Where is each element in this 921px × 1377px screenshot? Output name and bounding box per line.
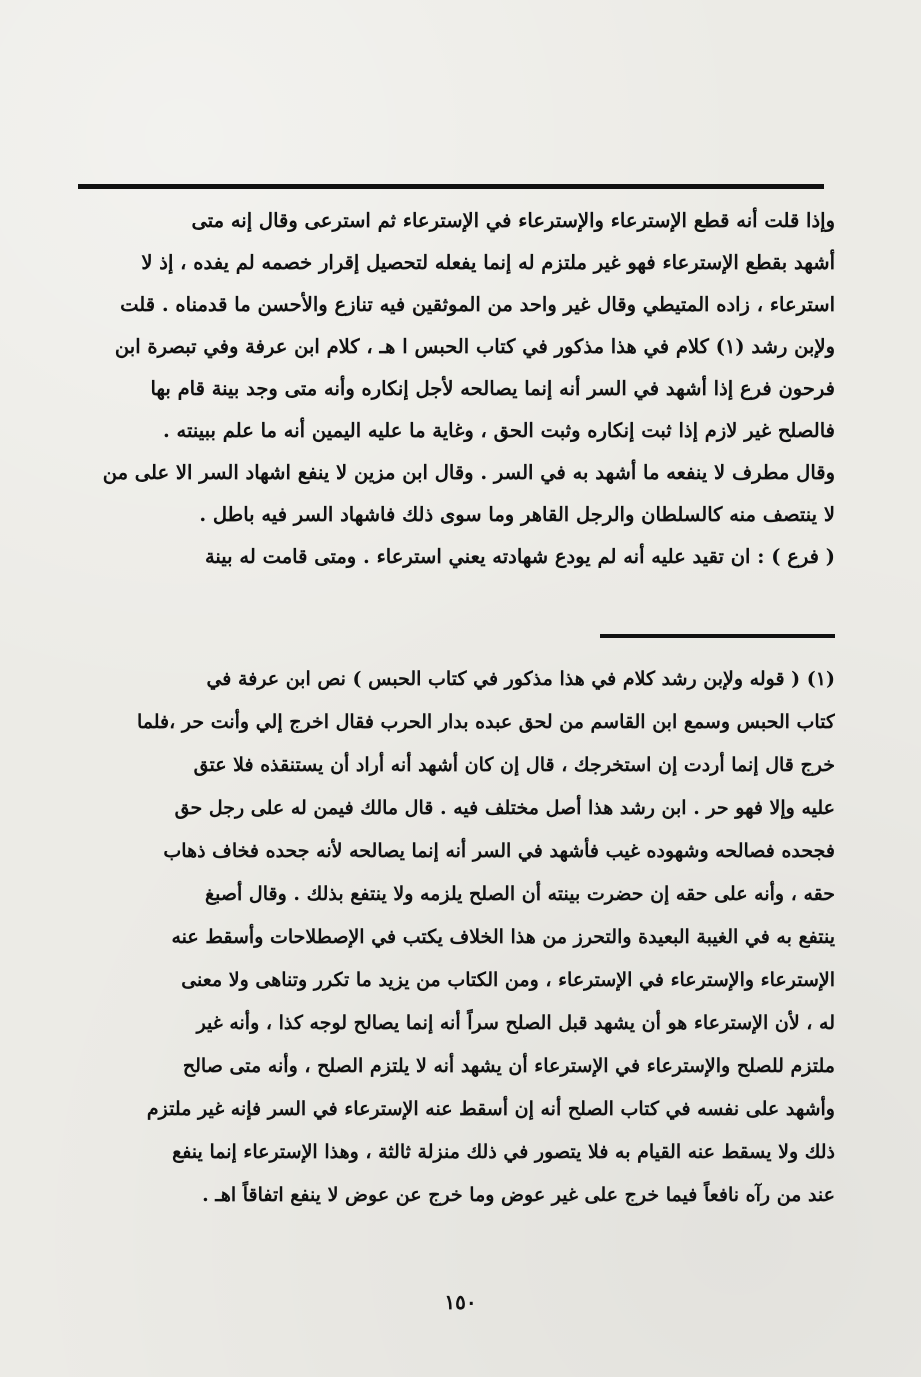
main-text-line: ( فرع ) : ان تقيد عليه أنه لم يودع شهادته يعني استرعاء . ومتى قامت له بينة — [204, 545, 835, 568]
footnote-line: وأشهد على نفسه في كتاب الصلح أنه إن أسقط عنه الإسترعاء في السر فإنه غير ملتزم — [146, 1098, 835, 1120]
main-text-line: وقال مطرف لا ينفعه ما أشهد به في السر . وقال ابن مزين لا ينفع اشهاد السر الا على من — [102, 461, 835, 484]
main-text-line: فرحون فرع إذا أشهد في السر أنه إنما يصالحه لأجل إنكاره وأنه متى وجد بينة قام بها — [150, 377, 835, 400]
page-number: ١٥٠ — [444, 1290, 477, 1314]
footnote-line: عليه وإلا فهو حر . ابن رشد هذا أصل مختلف فيه . قال مالك فيمن له على رجل حق — [174, 797, 835, 819]
footnote-line: حقه ، وأنه على حقه إن حضرت بينته أن الصلح يلزمه ولا ينتفع بذلك . وقال أصبغ — [205, 883, 835, 905]
main-text-line: فالصلح غير لازم إذا ثبت إنكاره وثبت الحق ، وغاية ما عليه اليمين أنه ما علم ببينته . — [162, 419, 835, 442]
footnote-line: ذلك ولا يسقط عنه القيام به فلا يتصور في ذلك منزلة ثالثة ، وهذا الإسترعاء إنما ينفع — [172, 1141, 835, 1163]
main-text-line: أشهد بقطع الإسترعاء فهو غير ملتزم له إنما يفعله لتحصيل إقرار خصمه لم يفده ، إذ لا — [141, 251, 835, 274]
footnote-line: ينتفع به في الغيبة البعيدة والتحرز من هذا الخلاف يكتب في الإصطلاحات وأسقط عنه — [171, 926, 835, 948]
main-text-line: استرعاء ، زاده المتيطي وقال غير واحد من الموثقين فيه تنازع والأحسن ما قدمناه . قلت — [120, 293, 835, 316]
top-rule — [78, 184, 824, 189]
footnote-line: (١) ( قوله ولإبن رشد كلام في هذا مذكور في كتاب الحبس ) نص ابن عرفة في — [206, 668, 835, 690]
main-text-line: وإذا قلت أنه قطع الإسترعاء والإسترعاء في الإسترعاء ثم استرعى وقال إنه متى — [191, 209, 835, 232]
footnotes-block — [78, 658, 835, 1217]
footnote-line: كتاب الحبس وسمع ابن القاسم من لحق عبده بدار الحرب فقال اخرج إلي وأنت حر ،فلما — [136, 711, 835, 733]
footnote-line: عند من رآه نافعاً فيما خرج على غير عوض وما خرج عن عوض لا ينفع اتفاقاً اهـ . — [202, 1184, 835, 1206]
footnote-line: له ، لأن الإسترعاء هو أن يشهد قبل الصلح سراً أنه إنما يصالح لوجه كذا ، وأنه غير — [196, 1012, 835, 1034]
main-text-line: لا ينتصف منه كالسلطان والرجل القاهر وما سوى ذلك فاشهاد السر فيه باطل . — [199, 503, 835, 526]
footnote-line: فجحده فصالحه وشهوده غيب فأشهد في السر أنه إنما يصالحه لأنه جحده فخاف ذهاب — [163, 840, 835, 862]
footnote-line: خرج قال إنما أردت إن استخرجك ، قال إن كان أشهد أنه أراد أن يستنقذه فلا عتق — [193, 754, 835, 776]
main-text-block — [78, 200, 835, 578]
footnote-separator — [600, 634, 835, 638]
footnote-line: الإسترعاء والإسترعاء في الإسترعاء ، ومن الكتاب من يزيد ما تكرر وتناهى ولا معنى — [181, 969, 835, 991]
footnote-line: ملتزم للصلح والإسترعاء في الإسترعاء أن يشهد أنه لا يلتزم الصلح ، وأنه متى صالح — [182, 1055, 835, 1077]
main-text-line: ولإبن رشد (١) كلام في هذا مذكور في كتاب الحبس ا هـ ، كلام ابن عرفة وفي تبصرة ابن — [114, 335, 835, 358]
